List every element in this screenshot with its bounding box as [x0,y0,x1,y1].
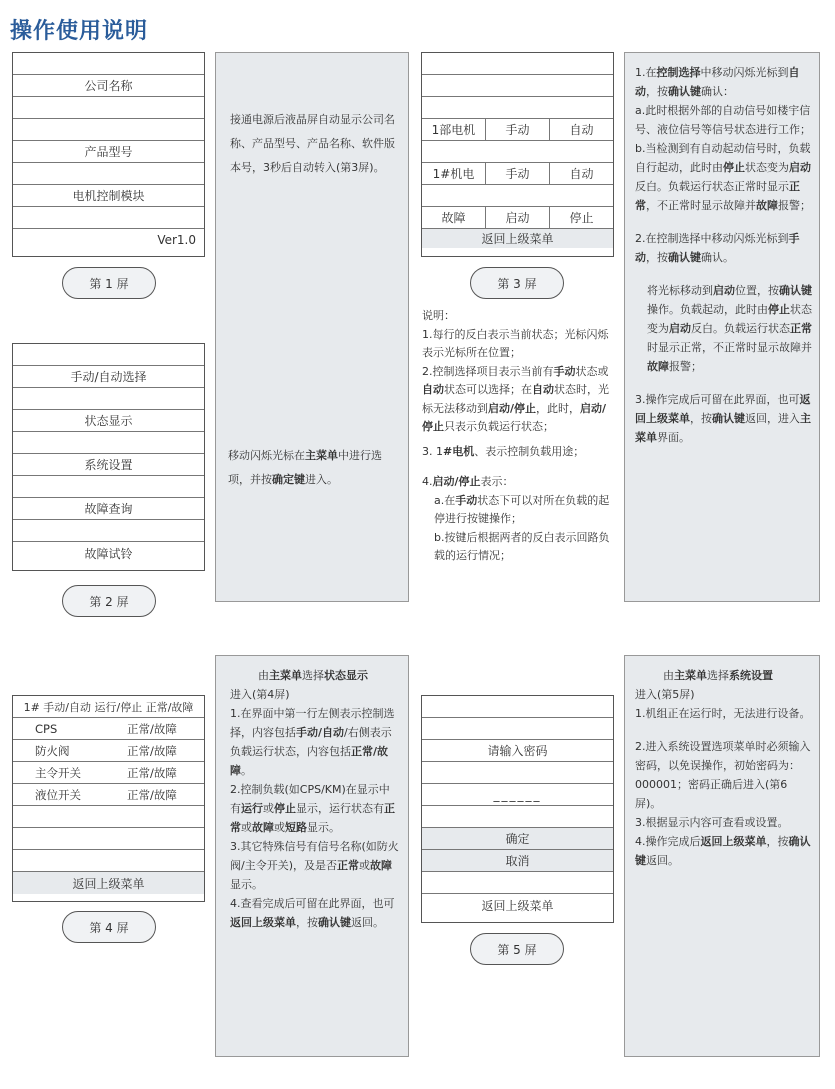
screen1-display [12,52,205,257]
text: 。 [241,764,252,777]
text [635,229,815,267]
text: 操作。负载起动，此时由 [647,303,768,316]
text: 返回。 [351,916,384,929]
bold-text: 自动 [532,383,554,396]
text [635,666,813,685]
screen4-display [12,695,205,902]
screen5-row [422,872,613,894]
text: 1.在界面中第一行左侧表示控制选择，内容包括 [230,707,395,739]
screen3-row [422,207,613,229]
text: 确认。 [701,251,734,264]
bold-text: 返回上级菜单 [700,835,767,848]
text: 进入。 [305,473,338,486]
bold-text: 状态显示 [324,669,368,682]
text: 状态变为 [647,303,812,335]
text: 选择 [707,669,729,682]
text: 进入(第5屏) [635,688,695,701]
start-option[interactable]: 启动 [486,207,550,228]
bold-text: 启动/停止 [432,475,481,488]
text [635,139,815,215]
text: ，按 [646,251,668,264]
text: 位置，按 [735,284,779,297]
bold-text: 主菜单 [269,669,302,682]
screen4-row [13,784,204,806]
text: 、表示控制负载用途； [474,444,585,458]
screen1-row [13,97,204,119]
manual-option[interactable]: 手动 [486,119,550,140]
screen3-row [422,119,613,141]
text: b.当检测到有自动起动信号时，负载自行起动，此时由 [635,142,811,174]
text [422,473,615,492]
text [422,492,615,529]
text: 或 [274,821,285,834]
text: ，按 [690,412,712,425]
signal-name: 主令开关 [35,765,81,780]
bold-text: 确认键 [635,835,811,867]
signal-name: CPS [35,721,58,736]
screen3-label: 第 3 屏 [470,267,564,299]
bold-text: 确认键 [712,412,745,425]
text: 4.查看完成后可留在此界面，也可 [230,897,395,910]
screen4-row [13,740,204,762]
screen1-row: 公司名称 [13,75,204,97]
text: 只表示负载运行状态； [444,420,554,433]
bold-text: 故障 [370,859,392,872]
bold-text: 控制选择 [656,66,701,79]
text: 或 [359,859,370,872]
bold-text: 启动 [713,284,735,297]
text: 进入(第4屏) [230,688,290,701]
text: 反白。负载运行状态 [691,322,790,335]
text: 中进行选项，并按 [228,449,382,486]
text: 由 [663,669,674,682]
text: 状态变为 [745,161,789,174]
text: 状态时，光标无法移动到 [422,383,609,415]
password-prompt: 请输入密码 [422,740,613,762]
text: 状态可以选择；在 [444,383,532,396]
menu-item[interactable]: 手动/自动选择 [13,366,204,388]
text: 将光标移动到 [647,284,713,297]
back-menu-item[interactable]: 返回上级菜单 [481,898,554,913]
bold-text: 确认键 [318,916,351,929]
screen4-row [13,762,204,784]
text: 报警； [669,360,702,373]
screen1-desc [230,108,398,180]
text: ，按 [766,835,789,848]
text [230,704,400,780]
screen5-display [421,695,614,923]
text: 表示： [480,475,514,488]
text [635,832,813,870]
bold-text: 主菜单 [674,669,707,682]
bold-text: 停止 [274,802,296,815]
screen1-row: 产品型号 [13,141,204,163]
signal-name: 液位开关 [35,787,81,802]
screen1-row [13,119,204,141]
bold-text: 故障 [647,360,669,373]
back-menu-item[interactable]: 返回上级菜单 [422,229,613,248]
settings-desc [635,666,813,870]
bold-text: 自动 [422,383,444,396]
screen5-row [422,762,613,784]
bold-text: 手动 [635,232,800,264]
screen1-row: Ver1.0 [157,233,196,247]
text: 3.其它特殊信号有信号名称(如防火阀/主令开关)，及是否 [230,840,399,872]
auto-option[interactable]: 自动 [569,123,594,137]
bold-text: 运行 [241,802,263,815]
text: 3.根据显示内容可查看或设置。 [635,816,789,829]
fault-status: 故障 [422,207,486,228]
screen3-row [422,185,613,207]
screen3-row [422,163,613,185]
text: b.按键后根据两者的反白表示回路负载的运行情况； [434,530,610,562]
screen1-row [13,53,204,75]
auto-option[interactable]: 自动 [569,167,594,181]
text [230,666,400,685]
password-field[interactable]: ______ [422,784,613,806]
screen2-row [13,388,204,410]
text [230,780,400,837]
confirm-button[interactable]: 确定 [422,828,613,850]
screen3-display [421,52,614,257]
text: 时显示正常，不正常时显示故障并 [647,341,812,354]
signal-status: 正常/故障 [127,743,177,758]
text: 界面。 [657,431,690,444]
text: ，此时， [536,401,581,415]
text [230,894,400,932]
text: 报警； [778,199,811,212]
text: a.此时根据外部的自动信号如楼宇信号、液位信号等信号状态进行工作； [635,104,811,136]
motor-name: 1部电机 [422,119,486,140]
menu-item[interactable]: 故障试铃 [84,546,133,561]
bold-text: 正常 [635,180,800,212]
text: 返回，进入 [745,412,800,425]
bold-text: 手动 [455,493,478,507]
text: 中移动闪烁光标到 [700,66,789,79]
screen4-row [13,718,204,740]
motor-name: 1#机电 [422,163,486,184]
control-desc [635,63,815,447]
screen5-label: 第 5 屏 [470,933,564,965]
text [422,363,615,437]
screen4-row [13,828,204,850]
screen4-header: 1# 手动/自动 运行/停止 正常/故障 [13,696,204,718]
text: 1.每行的反白表示当前状态；光标闪烁表示光标所在位置； [422,327,609,359]
text: 3. 1 [422,444,443,458]
text [635,63,815,101]
text: ，不正常时显示故障并 [646,199,756,212]
screen2-display [12,343,205,571]
status-desc [230,666,400,932]
bold-text: 确认键 [668,85,701,98]
text: 4. [422,475,433,488]
bold-text: #电机 [443,444,475,458]
text: 4.操作完成后 [635,835,701,848]
text: 显示。 [307,821,340,834]
text: 2.进入系统设置选项菜单时必须输入密码，以免误操作，初始密码为：000001；密码正确后进入(第6屏)。 [635,740,811,810]
text: 1.在 [635,66,657,79]
menu-item[interactable]: 系统设置 [13,454,204,476]
bold-text: 启动/停止 [422,401,607,433]
screen3-row [422,53,613,75]
screen4-row [13,850,204,872]
screen3-notes [422,307,615,566]
text: 2.控制负载(如CPS/KM)在显示中有 [230,783,390,815]
screen3-row [422,75,613,97]
bold-text: 停止 [768,303,790,316]
signal-status: 正常/故障 [127,787,177,802]
screen2-label: 第 2 屏 [62,585,156,617]
bold-text: 返回上级菜单 [635,393,811,425]
bold-text: 启动 [789,161,811,174]
screen3-row [422,141,613,163]
screen2-row [13,476,204,498]
bold-text: 故障 [252,821,274,834]
text: 或 [263,802,274,815]
screen1-row [13,163,204,185]
bold-text: 确定键 [272,473,305,486]
bold-text: 系统设置 [729,669,773,682]
bold-text: 故障 [756,199,778,212]
screen5-row [422,806,613,828]
screen3-row [422,97,613,119]
bold-text: 确认键 [668,251,701,264]
screen5-row [422,696,613,718]
stop-option[interactable]: 停止 [569,211,594,225]
screen1-row [13,207,204,229]
text [230,837,400,894]
text: 返回。 [646,854,679,867]
signal-status: 正常/故障 [127,721,177,736]
bold-text: 停止 [723,161,745,174]
bold-text: 返回上级菜单 [230,916,296,929]
text [635,390,815,447]
bold-text: 短路 [285,821,307,834]
text: 3.操作完成后可留在此界面，也可 [635,393,800,406]
screen2-row [13,432,204,454]
manual-option[interactable]: 手动 [486,163,550,184]
screen2-row [13,344,204,366]
screen2-row [13,520,204,542]
screen1-row: 电机控制模块 [13,185,204,207]
bold-text: 正常 [790,322,812,335]
menu-item[interactable]: 故障查询 [13,498,204,520]
text: 选择 [302,669,324,682]
text: 状态或 [575,364,609,378]
text: 显示，运行状态有 [296,802,384,815]
text [635,281,815,376]
text: a.在 [434,493,456,507]
bold-text: 手动/自动 [296,726,345,739]
bold-text: 正常 [337,859,359,872]
page-title: 操作使用说明 [10,19,149,44]
text: 状态下可以对所在负载的起停进行按键操作； [434,493,610,525]
text: 1.机组正在运行时，无法进行设备。 [635,707,811,720]
text: ，按 [296,916,318,929]
signal-status: 正常/故障 [127,765,177,780]
text: 反白。负载运行状态正常时显示 [635,180,789,193]
text: ，按 [646,85,668,98]
screen1-desc-text: 接通电源后液晶屏自动显示公司名称、产品型号、产品名称、软件版本号，3秒后自动转入(第3屏)。 [230,113,395,174]
back-menu-item[interactable]: 返回上级菜单 [13,872,204,894]
bold-text: 启动 [669,322,691,335]
text: 说明： [422,309,455,322]
bold-text: 确认键 [779,284,812,297]
cancel-button[interactable]: 取消 [422,850,613,872]
text [422,443,615,462]
screen1-label: 第 1 屏 [62,267,156,299]
bold-text: 自动 [635,66,800,98]
text: 2.控制选择项目表示当前有 [422,364,554,378]
text: /右侧表示负载运行状态，内容包括 [230,726,392,758]
bold-text: 正常 [230,802,395,834]
screen2-desc [228,444,400,492]
bold-text: 主菜单 [305,449,338,462]
screen4-row [13,806,204,828]
menu-item[interactable]: 状态显示 [13,410,204,432]
screen4-label: 第 4 屏 [62,911,156,943]
text: 或 [241,821,252,834]
text: 移动闪烁光标在 [228,449,305,462]
bold-text: 主菜单 [635,412,811,444]
signal-name: 防火阀 [35,743,70,758]
bold-text: 手动 [553,364,576,378]
screen5-row [422,718,613,740]
bold-text: 启动/停止 [488,401,537,415]
text: 由 [258,669,269,682]
text: 确认： [701,85,734,98]
text: 2.在控制选择中移动闪烁光标到 [635,232,789,245]
bold-text: 正常/故障 [230,745,389,777]
text: 显示。 [230,878,263,891]
